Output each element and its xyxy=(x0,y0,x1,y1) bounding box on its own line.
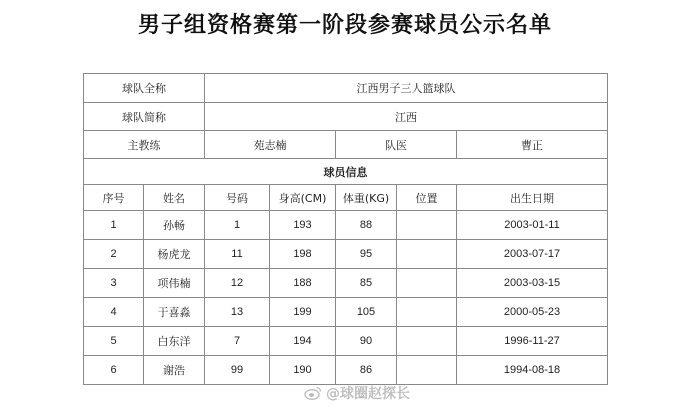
column-header: 出生日期 xyxy=(457,185,608,211)
team-short-name-row xyxy=(84,103,608,131)
player-position xyxy=(397,298,457,327)
coach-label: 主教练 xyxy=(84,131,205,159)
document-title: 男子组资格赛第一阶段参赛球员公示名单 xyxy=(137,13,552,38)
team-full-name-label: 球队全称 xyxy=(84,74,205,103)
player-seq: 2 xyxy=(84,240,144,269)
player-row xyxy=(84,240,608,269)
column-header-row xyxy=(84,185,608,211)
player-height: 190 xyxy=(270,356,336,385)
staff-row xyxy=(84,131,608,159)
player-number: 99 xyxy=(205,356,270,385)
player-weight: 88 xyxy=(336,211,397,240)
player-seq: 6 xyxy=(84,356,144,385)
column-header: 号码 xyxy=(205,185,270,211)
column-header: 位置 xyxy=(397,185,457,211)
doctor-label: 队医 xyxy=(336,131,457,159)
player-row xyxy=(84,211,608,240)
doctor-value: 曹正 xyxy=(457,131,608,159)
player-height: 198 xyxy=(270,240,336,269)
team-full-name-row xyxy=(84,74,608,103)
player-seq: 1 xyxy=(84,211,144,240)
player-name: 白东洋 xyxy=(144,327,205,356)
player-name: 于喜淼 xyxy=(144,298,205,327)
player-dob: 2003-07-17 xyxy=(457,240,608,269)
player-number: 11 xyxy=(205,240,270,269)
player-weight: 85 xyxy=(336,269,397,298)
player-dob: 2003-01-11 xyxy=(457,211,608,240)
player-dob: 1994-08-18 xyxy=(457,356,608,385)
player-height: 199 xyxy=(270,298,336,327)
player-dob: 2003-03-15 xyxy=(457,269,608,298)
team-full-name-value: 江西男子三人篮球队 xyxy=(205,74,608,103)
player-seq: 5 xyxy=(84,327,144,356)
player-row xyxy=(84,356,608,385)
player-position xyxy=(397,327,457,356)
player-row xyxy=(84,327,608,356)
player-name: 杨虎龙 xyxy=(144,240,205,269)
player-height: 193 xyxy=(270,211,336,240)
player-number: 1 xyxy=(205,211,270,240)
player-height: 188 xyxy=(270,269,336,298)
player-dob: 1996-11-27 xyxy=(457,327,608,356)
player-row xyxy=(84,298,608,327)
player-weight: 95 xyxy=(336,240,397,269)
column-header: 身高(CM) xyxy=(270,185,336,211)
player-weight: 90 xyxy=(336,327,397,356)
player-number: 7 xyxy=(205,327,270,356)
player-number: 12 xyxy=(205,269,270,298)
player-name: 孙畅 xyxy=(144,211,205,240)
team-short-name-label: 球队简称 xyxy=(84,103,205,131)
team-short-name-value: 江西 xyxy=(205,103,608,131)
players-section-row xyxy=(84,159,608,185)
player-position xyxy=(397,356,457,385)
player-seq: 4 xyxy=(84,298,144,327)
weibo-icon xyxy=(304,386,322,400)
player-position xyxy=(397,240,457,269)
column-header: 体重(KG) xyxy=(336,185,397,211)
player-seq: 3 xyxy=(84,269,144,298)
player-position xyxy=(397,269,457,298)
column-header: 姓名 xyxy=(144,185,205,211)
player-position xyxy=(397,211,457,240)
watermark-text: @球圈赵探长 xyxy=(326,386,410,402)
player-name: 谢浩 xyxy=(144,356,205,385)
coach-value: 苑志楠 xyxy=(205,131,336,159)
player-weight: 86 xyxy=(336,356,397,385)
players-section-title: 球员信息 xyxy=(84,159,608,185)
player-weight: 105 xyxy=(336,298,397,327)
player-height: 194 xyxy=(270,327,336,356)
player-number: 13 xyxy=(205,298,270,327)
player-dob: 2000-05-23 xyxy=(457,298,608,327)
roster-table xyxy=(83,73,608,385)
column-header: 序号 xyxy=(84,185,144,211)
watermark xyxy=(304,383,410,403)
player-name: 项伟楠 xyxy=(144,269,205,298)
player-row xyxy=(84,269,608,298)
